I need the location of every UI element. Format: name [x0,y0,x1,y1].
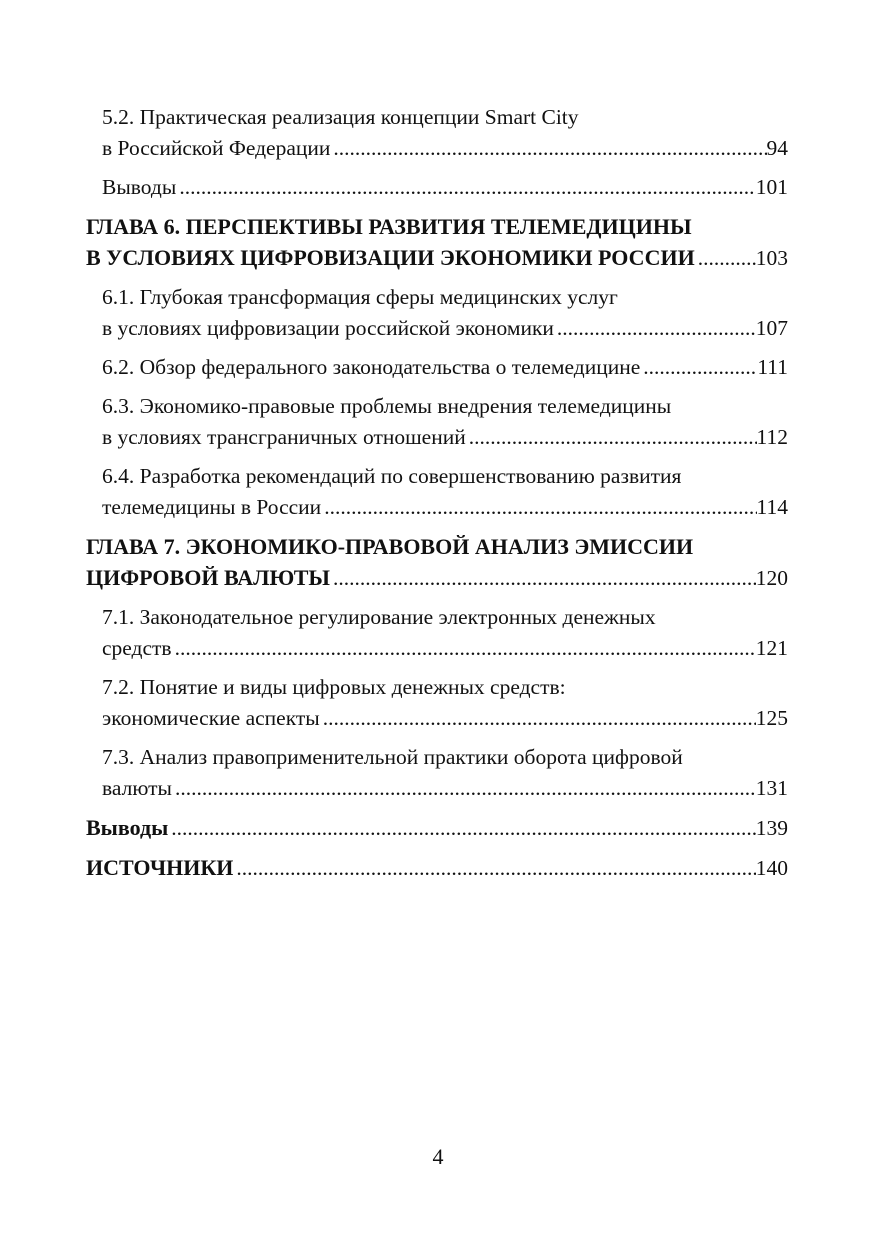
toc-entry-title-line: 6.4. Разработка рекомендаций по совершенствованию развития [102,464,682,488]
toc-conclusions[interactable] [86,812,788,844]
toc-entry-7-3[interactable] [86,742,788,804]
dot-leader [233,853,755,884]
toc-entry-6-4[interactable] [86,461,788,523]
dot-leader [172,633,756,664]
table-of-contents [86,102,788,884]
toc-entry-title: в Российской Федерации [102,136,331,160]
toc-entry-6-1[interactable] [86,282,788,344]
toc-entry-title-line: 7.3. Анализ правоприменительной практики оборота цифровой [102,745,683,769]
dot-leader [320,703,756,734]
dot-leader [554,313,756,344]
toc-entry-title-line: 7.2. Понятие и виды цифровых денежных средств: [102,675,566,699]
dot-leader [330,133,766,164]
dot-leader [176,172,755,203]
toc-entry-title: телемедицины в России [102,495,322,519]
toc-page-number: 107 [755,316,788,340]
toc-entry-title: в условиях трансграничных отношений [102,425,466,449]
dot-leader [321,492,756,523]
toc-chapter-title: Выводы [86,815,169,840]
toc-chapter-title: ЦИФРОВОЙ ВАЛЮТЫ [86,565,331,590]
toc-page-number: 111 [757,355,788,379]
toc-page-number: 101 [755,175,788,199]
toc-chapter-title-line: ГЛАВА 7. ЭКОНОМИКО-ПРАВОВОЙ АНАЛИЗ ЭМИССИИ [86,534,694,559]
toc-entry-6-2[interactable] [86,352,788,383]
dot-leader [640,352,757,383]
toc-chapter-6[interactable] [86,211,788,274]
dot-leader [466,422,757,453]
toc-page-number: 103 [755,246,788,270]
toc-page-number: 112 [756,425,788,449]
toc-sources[interactable] [86,852,788,884]
toc-page-number: 140 [755,856,788,880]
toc-entry-title-line: 5.2. Практическая реализация концепции Smart City [102,105,579,129]
toc-entry-5-2[interactable] [86,102,788,164]
dot-leader [695,243,756,274]
dot-leader [330,563,756,594]
toc-entry-title-line: 7.1. Законодательное регулирование электронных денежных [102,605,656,629]
toc-page-number: 131 [755,776,788,800]
toc-page-number: 94 [766,136,788,160]
toc-entry-title: 6.2. Обзор федерального законодательства о телемедицине [102,355,641,379]
toc-page-number: 114 [756,495,788,519]
dot-leader [172,773,756,804]
toc-chapter-title-line: ГЛАВА 6. ПЕРСПЕКТИВЫ РАЗВИТИЯ ТЕЛЕМЕДИЦИНЫ [86,214,692,239]
toc-entry-title: валюты [102,776,172,800]
toc-page-number: 121 [755,636,788,660]
toc-entry-title-line: 6.1. Глубокая трансформация сферы медицинских услуг [102,285,618,309]
toc-entry-title-line: 6.3. Экономико-правовые проблемы внедрения телемедицины [102,394,672,418]
toc-entry-title: средств [102,636,172,660]
toc-page-number: 139 [755,816,788,840]
toc-entry-title: Выводы [102,175,177,199]
toc-entry-title: в условиях цифровизации российской экономики [102,316,554,340]
toc-chapter-7[interactable] [86,531,788,594]
toc-page-number: 120 [755,566,788,590]
toc-page-number: 125 [755,706,788,730]
toc-entry-7-1[interactable] [86,602,788,664]
dot-leader [168,813,755,844]
toc-entry-conclusions-5[interactable] [86,172,788,203]
toc-entry-7-2[interactable] [86,672,788,734]
toc-chapter-title: В УСЛОВИЯХ ЦИФРОВИЗАЦИИ ЭКОНОМИКИ РОССИИ [86,245,695,270]
toc-chapter-title: ИСТОЧНИКИ [86,855,234,880]
toc-entry-6-3[interactable] [86,391,788,453]
page-number: 4 [432,1144,444,1169]
toc-entry-title: экономические аспекты [102,706,320,730]
